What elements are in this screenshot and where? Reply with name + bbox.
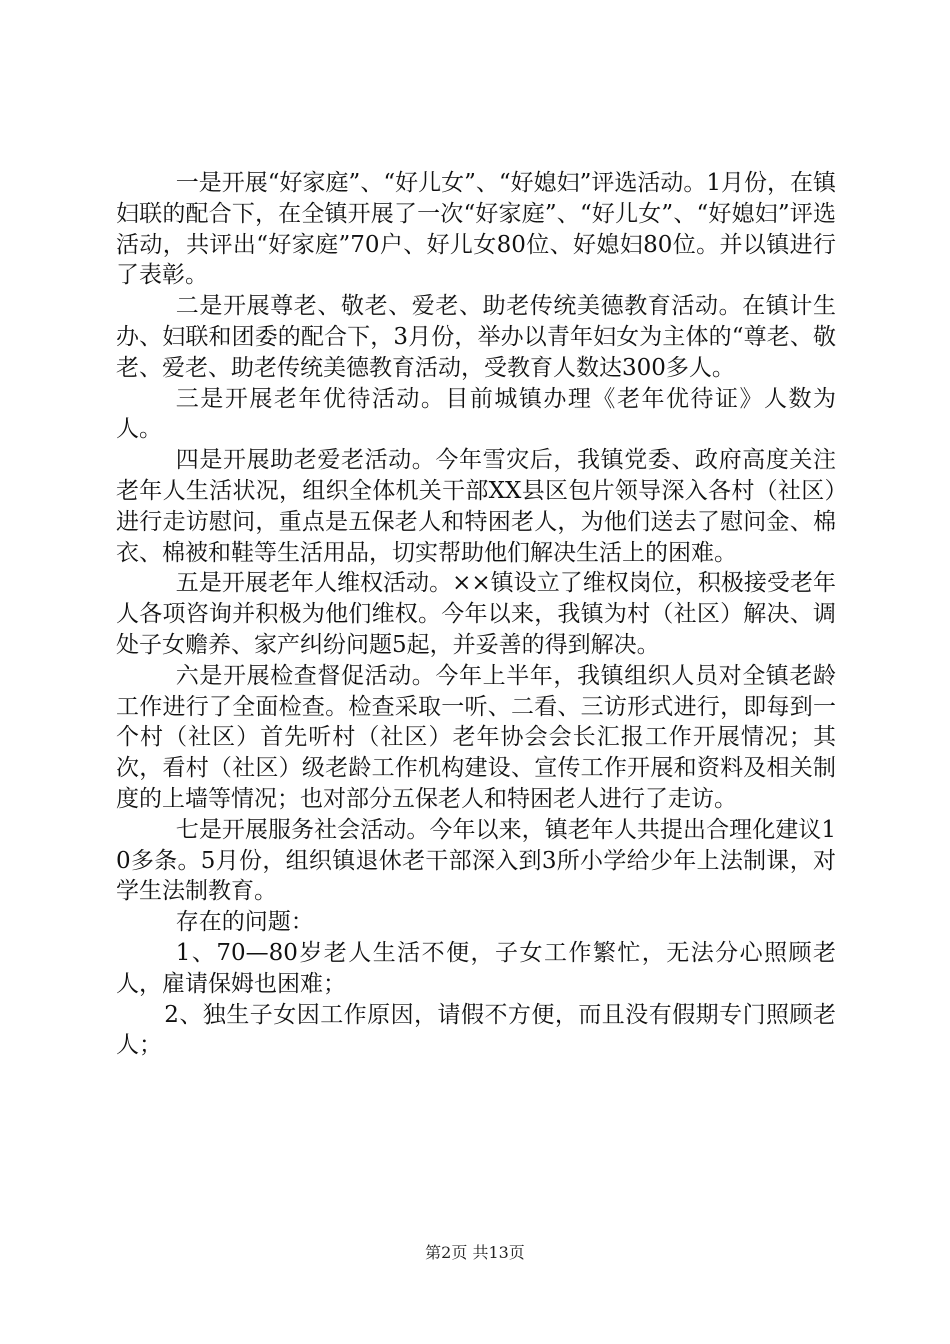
paragraph-1: 一是开展“好家庭”、“好儿女”、“好媳妇”评选活动。1月份，在镇妇联的配合下，在全镇开展了一次“好家庭”、“好儿女”、“好媳妇”评选活动，共评出“好家庭”70户、好儿女80位、好媳妇80位。并以镇进行了表彰。 bbox=[116, 170, 836, 289]
paragraph-7: 七是开展服务社会活动。今年以来，镇老年人共提出合理化建议10多条。5月份，组织镇退休老干部深入到3所小学给少年上法制课，对学生法制教育。 bbox=[116, 816, 836, 905]
problem-item-1: 1、70—80岁老人生活不便，子女工作繁忙，无法分心照顾老人，雇请保姆也困难； bbox=[116, 939, 836, 997]
problems-heading: 存在的问题： bbox=[175, 909, 314, 936]
page-number-footer: 第2页 共13页 bbox=[425, 1243, 525, 1262]
paragraph-3: 三是开展老年优待活动。目前城镇办理《老年优待证》人数为人。 bbox=[116, 385, 836, 443]
paragraph-6: 六是开展检查督促活动。今年上半年，我镇组织人员对全镇老龄工作进行了全面检查。检查采取一听、二看、三访形式进行，即每到一个村（社区）首先听村（社区）老年协会会长汇报工作开展情况；其次，看村（社区）级老龄工作机构建设、宣传工作开展和资料及相关制度的上墙等情况；也对部分五保老人和特困老人进行了走访。 bbox=[116, 662, 836, 812]
problem-item-2: 2、独生子女因工作原因，请假不方便，而且没有假期专门照顾老人； bbox=[116, 1001, 836, 1059]
document-body bbox=[116, 168, 836, 1061]
paragraph-2: 二是开展尊老、敬老、爱老、助老传统美德教育活动。在镇计生办、妇联和团委的配合下，3月份，举办以青年妇女为主体的“尊老、敬老、爱老、助老传统美德教育活动，受教育人数达300多人。 bbox=[116, 293, 836, 381]
paragraph-4: 四是开展助老爱老活动。今年雪灾后，我镇党委、政府高度关注老年人生活状况，组织全体机关干部XX县区包片领导深入各村（社区）进行走访慰问，重点是五保老人和特困老人，为他们送去了慰问金、棉衣、棉被和鞋等生活用品，切实帮助他们解决生活上的困难。 bbox=[116, 447, 836, 566]
paragraph-5: 五是开展老年人维权活动。××镇设立了维权岗位，积极接受老年人各项咨询并积极为他们维权。今年以来，我镇为村（社区）解决、调处子女赡养、家产纠纷问题5起，并妥善的得到解决。 bbox=[116, 570, 836, 658]
